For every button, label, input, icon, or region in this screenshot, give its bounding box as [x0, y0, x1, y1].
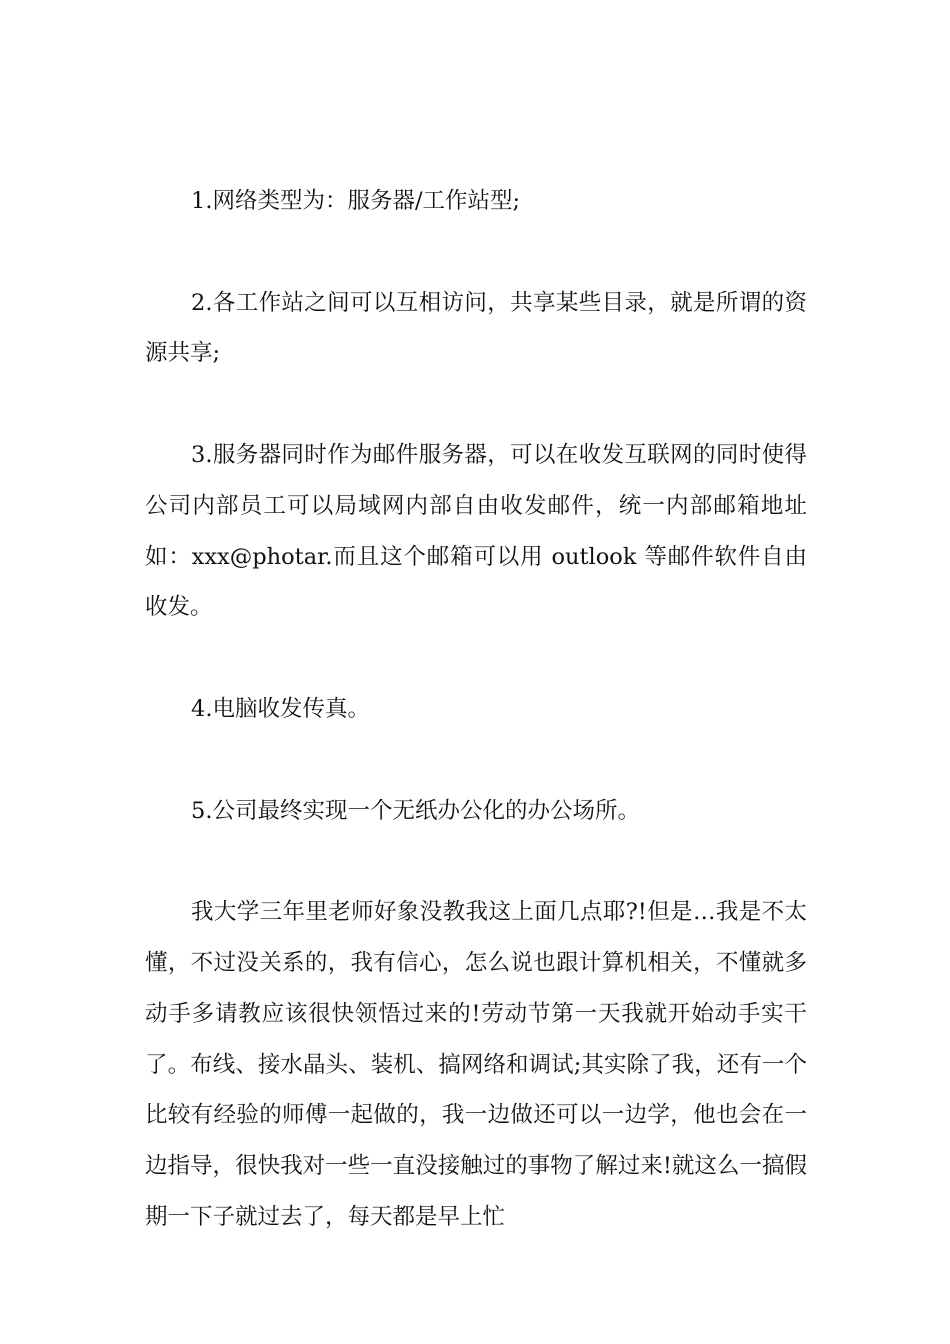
paragraph-mail-server: 3.服务器同时作为邮件服务器，可以在收发互联网的同时使得公司内部员工可以局域网内部自由收发邮件，统一内部邮箱地址如：xxx@photar.而且这个邮箱可以用 outlook 等邮件软件自由收发。	[145, 441, 807, 621]
document-body	[145, 176, 807, 1243]
paragraph-fax: 4.电脑收发传真。	[191, 695, 370, 722]
paragraph-resource-sharing: 2.各工作站之间可以互相访问，共享某些目录，就是所谓的资源共享;	[145, 289, 807, 367]
paragraph-narrative: 我大学三年里老师好象没教我这上面几点耶?!但是…我是不太懂，不过没关系的，我有信心，怎么说也跟计算机相关，不懂就多动手多请教应该很快领悟过来的!劳动节第一天我就开始动手实干了。布线、接水晶头、装机、搞网络和调试;其实除了我，还有一个比较有经验的师傅一起做的，我一边做还可以一边学，他也会在一边指导，很快我对一些一直没接触过的事物了解过来!就这么一搞假期一下子就过去了，每天都是早上忙	[145, 899, 807, 1230]
paragraph-network-type: 1.网络类型为：服务器/工作站型;	[191, 188, 521, 214]
paragraph-paperless-office: 5.公司最终实现一个无纸办公化的办公场所。	[191, 797, 640, 824]
